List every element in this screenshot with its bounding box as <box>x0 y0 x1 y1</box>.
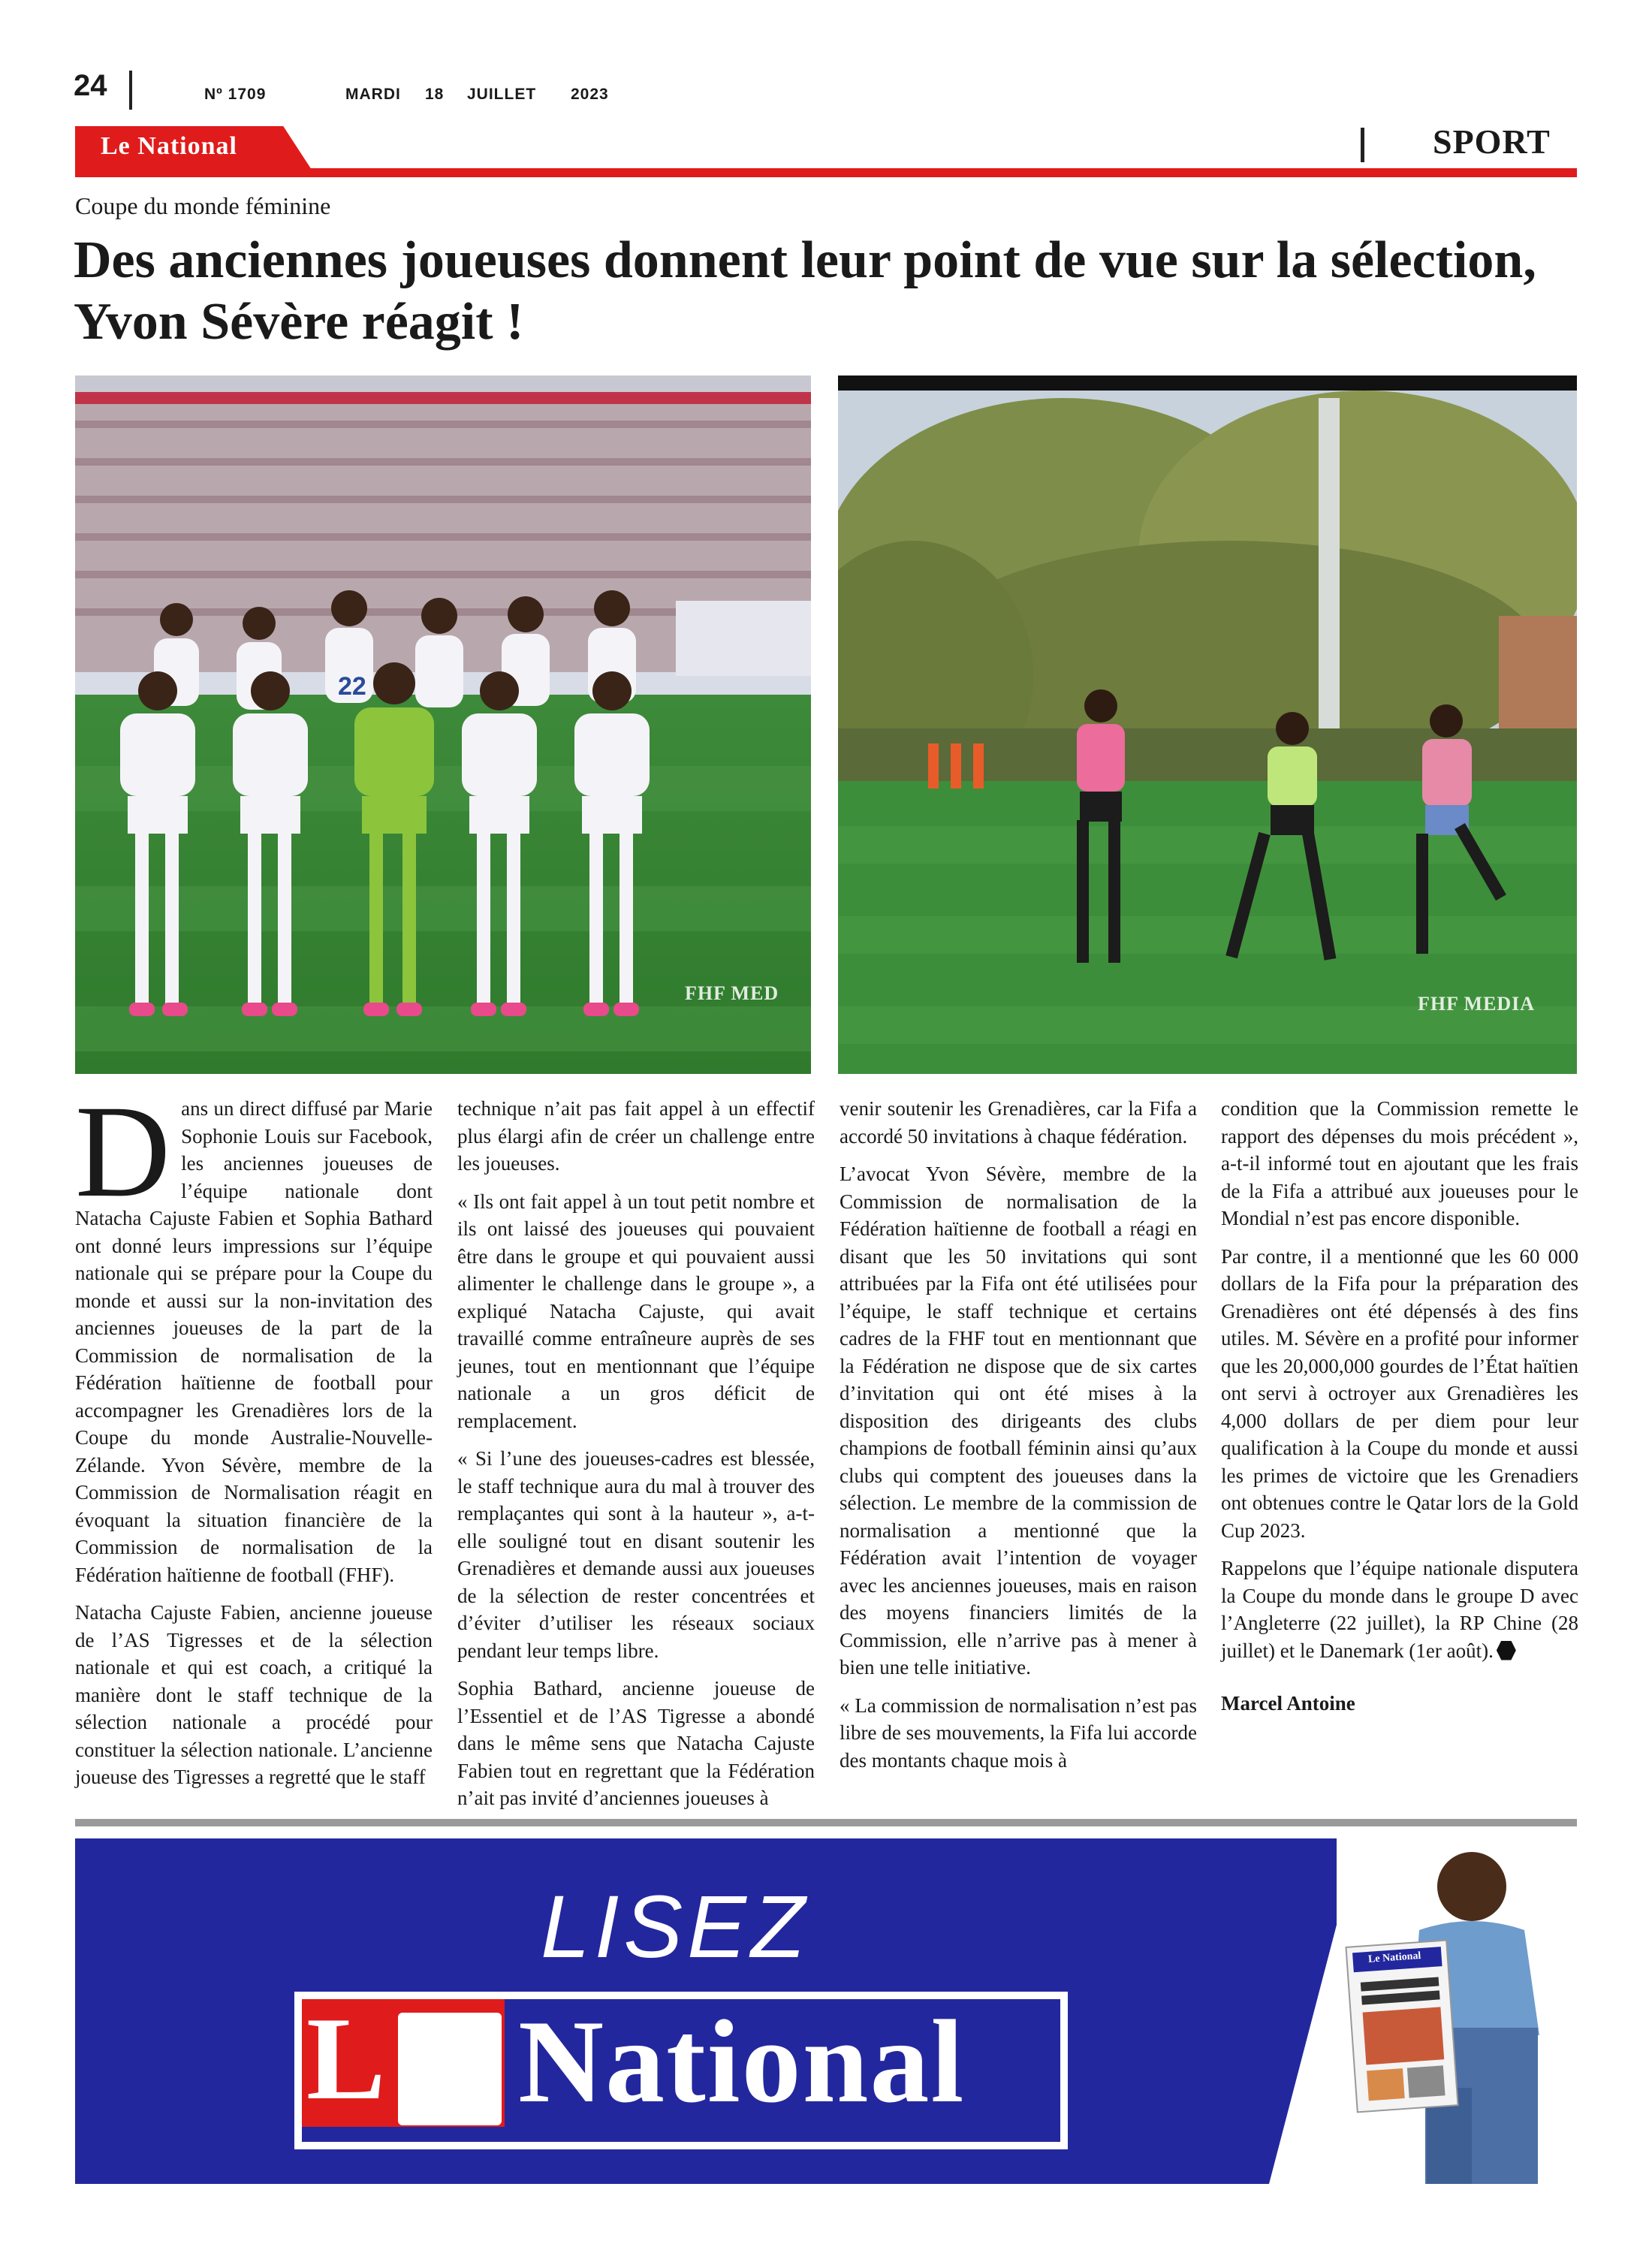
end-of-article-icon <box>1497 1641 1516 1660</box>
ad-separator-rule <box>75 1819 1577 1826</box>
brand-name: Le National <box>101 132 237 160</box>
page-number: 24 <box>74 69 107 102</box>
paragraph: technique n’ait pas fait appel à un effectif plus élargi afin de créer un challenge entre les joueuses. <box>457 1097 815 1175</box>
author-byline: Marcel Antoine <box>1221 1692 1355 1715</box>
section-divider <box>1361 128 1364 162</box>
article-column-4 <box>1221 1095 1578 1728</box>
issue-number: Nº 1709 <box>204 86 267 103</box>
drop-cap: D <box>75 1078 171 1225</box>
date-month: JUILLET <box>467 86 537 103</box>
paragraph-text: Rappelons que l’équipe nationale disputera la Coupe du monde dans le groupe D avec l’Angleterre (22 juillet), la RP Chine (28 juillet) et le Danemark (1er août). <box>1221 1557 1578 1662</box>
ad-logo-le-text: Le <box>306 1993 460 2125</box>
training-photo-graphic <box>838 376 1577 1074</box>
article-column-3 <box>840 1095 1197 1784</box>
training-photo <box>838 376 1577 1074</box>
svg-text:22: 22 <box>338 672 366 701</box>
section-label: SPORT <box>1433 122 1551 161</box>
team-photo <box>75 376 811 1074</box>
paragraph <box>1221 1555 1578 1664</box>
photo-credit-watermark: FHF MED <box>685 982 779 1004</box>
paragraph: Natacha Cajuste Fabien, ancienne joueuse de l’AS Tigresses et de la sélection nationale et qui est coach, a critiqué la manière dont le staff technique de la sélection nationale a procédé pour constituer la sélection nationale. L’ancienne joueuse des Tigresses a regretté que le staff <box>75 1601 433 1788</box>
article-column-2 <box>457 1095 815 1823</box>
header-rule <box>75 168 1577 177</box>
ad-man-graphic <box>1329 1840 1577 2184</box>
paragraph: venir soutenir les Grenadières, car la Fifa a accordé 50 invitations à chaque fédération. <box>840 1097 1197 1148</box>
paragraph: « Si l’une des joueuses-cadres est blessée, le staff technique aura du mal à trouver des remplaçantes qui sont à la hauteur », a-t-elle souligné tout en disant soutenir les Grenadières et demande aussi aux joueuses de la sélection de rester concentrées et d’éviter d’utiliser les réseaux sociaux pendant leur temps libre. <box>457 1447 815 1662</box>
article-kicker: Coupe du monde féminine <box>75 192 331 219</box>
date-day: MARDI <box>345 86 401 103</box>
date-number: 18 <box>425 86 445 103</box>
paragraph: L’avocat Yvon Sévère, membre de la Commission de normalisation de la Fédération haïtienne de football a réagi en disant que les 50 invitations qui sont attribuées par la Fifa ont été utilisées pour l’équipe, le staff technique et certains cadres de la FHF tout en mentionnant que la Fédération ne dispose que de six cartes d’invitation qui ont été mises à la disposition des dirigeants des clubs champions de football féminin ainsi qu’aux clubs qui comptent des joueuses dans la sélection. Le membre de la commission de normalisation a mentionné que la Fédération avait l’intention de voyager avec les anciennes joueuses, mais en raison des moyens financiers limités de la Commission, elle n’arrive pas à mener à bien une telle initiative. <box>840 1163 1197 1678</box>
paragraph-text: ans un direct diffusé par Marie Sophonie Louis sur Facebook, les anciennes joueuses de l’équipe nationale dont Natacha Cajuste Fabien et Sophia Bathard ont donné leurs impressions sur l’équipe nationale qui se prépare pour la Coupe du monde et aussi sur la non-invitation des anciennes joueuses de la part de la Commission de normalisation de la Fédération haïtienne de football pour accompagner les Grenadières lors de la Coupe du monde Australie-Nouvelle-Zélande. Yvon Sévère, membre de la Commission de Normalisation réagit en évoquant la situation financière de la Commission de normalisation de la Fédération haïtienne de football (FHF). <box>75 1097 433 1586</box>
paragraph: Sophia Bathard, ancienne joueuse de l’Essentiel et de l’AS Tigresse a abondé dans le même sens que Natacha Cajuste Fabien tout en regrettant que la Fédération n’ait pas invité d’anciennes joueuses à <box>457 1677 815 1809</box>
photo-credit-watermark: FHF MEDIA <box>1418 993 1536 1015</box>
paragraph: « La commission de normalisation n’est pas libre de ses mouvements, la Fifa lui accorde des montants chaque mois à <box>840 1694 1197 1772</box>
ad-logo-le <box>306 1992 460 2127</box>
ad-man-with-newspaper <box>1329 1840 1577 2184</box>
team-photo-graphic <box>75 376 811 1074</box>
ad-lisez-text: LISEZ <box>541 1878 809 1977</box>
date-year: 2023 <box>571 86 609 103</box>
paragraph: « Ils ont fait appel à un tout petit nombre et ils ont laissé des joueuses qui pouvaient être dans le groupe et qui pouvaient aussi alimenter le challenge dans le groupe », a expliqué Natacha Cajuste, qui avait travaillé comme entraîneure auprès de ses jeunes, tout en mentionnant que l’équipe nationale a un gros déficit de remplacement. <box>457 1190 815 1432</box>
paragraph <box>75 1078 433 1588</box>
paragraph: condition que la Commission remette le rapport des dépenses du mois précédent », a-t-il informé tout en ajoutant que les frais de la Fifa a attribué aux joueuses pour le Mondial n’est pas encore disponible. <box>1221 1097 1578 1229</box>
ad-paper-masthead: Le National <box>1367 1950 1421 1965</box>
article-headline: Des anciennes joueuses donnent leur point de vue sur la sélection, Yvon Sévère réagit ! <box>74 231 1536 351</box>
paragraph: Par contre, il a mentionné que les 60 000 dollars de la Fifa pour la préparation des Grenadières ont été dépensés à des fins utiles. M. Sévère en a profité pour informer que les 20,000,000 gourdes de l’État haïtien ont servi à octroyer aux Grenadières les 4,000 dollars de per diem pour leur qualification à la Coupe du monde et aussi les primes de victoire que les Grenadiers ont obtenues contre le Qatar lors de la Gold Cup 2023. <box>1221 1244 1578 1542</box>
page-number-divider <box>129 71 132 110</box>
article-column-1 <box>75 1078 433 1802</box>
ad-logo-national: National <box>518 1996 966 2128</box>
